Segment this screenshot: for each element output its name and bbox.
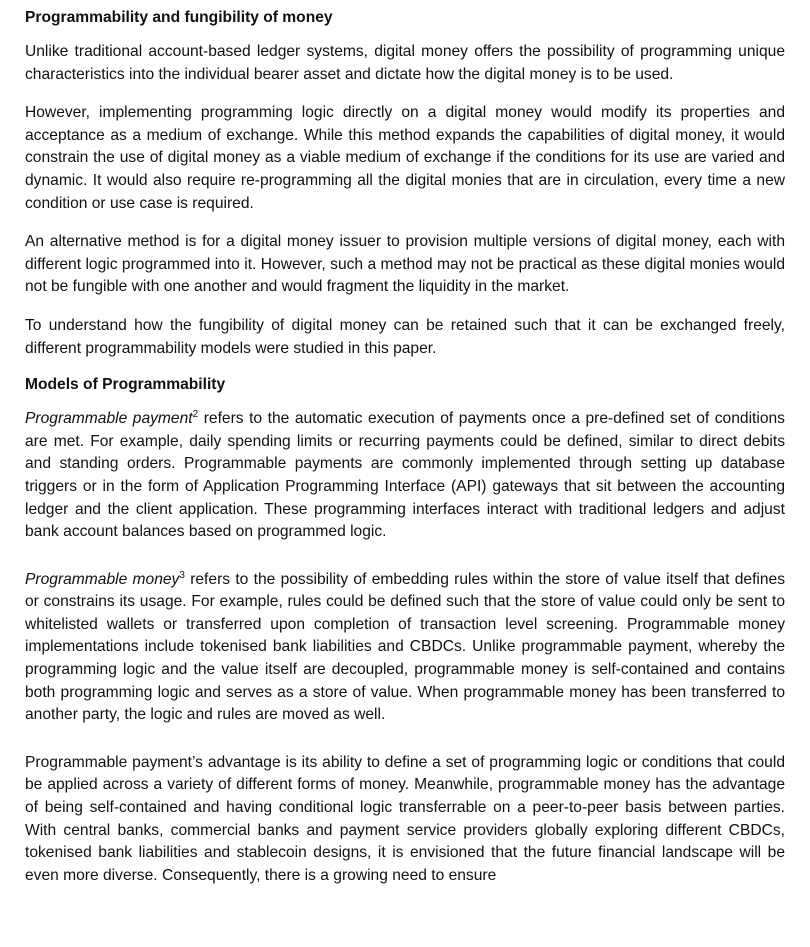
paragraph-implementation: However, implementing programming logic directly on a digital money would modify its properties and acceptance as a medium of exchange. While this method expands the capabilities of digital money, it would constrain the use of digital money as a viable medium of exchange if the conditions for its use are varied and dynamic. It would also require re-programming all the digital monies that are in circulation, every time a new condition or use case is required. (25, 104, 785, 212)
section-heading-models: Models of Programmability (25, 376, 226, 394)
footnote-marker-2: 2 (192, 408, 199, 420)
paragraph-programmable-payment-text: refers to the automatic execution of payments once a pre-defined set of conditions are met. For example, daily spending limits or recurring payments could be defined, similar to direct debits and standing orders. Programmable payments are commonly implemented through setting up database triggers or in the form of Application Programming Interface (API) gateways that sit between the accounting ledger and the client application. These programming interfaces interact with traditional ledgers and adjust bank account balances based on programmed logic. (25, 410, 785, 541)
section-heading-programmability: Programmability and fungibility of money (25, 9, 333, 26)
paragraph-fungibility: To understand how the fungibility of digital money can be retained such that it can be exchanged freely, different programmability models were studied in this paper. (25, 316, 785, 357)
footnote-marker-3: 3 (179, 569, 185, 581)
paragraph-comparison: Programmable payment’s advantage is its ability to define a set of programming logic or conditions that could be applied across a variety of different forms of money. Meanwhile, programmable money has the advantage of being self-contained and having conditional logic transferrable on a peer-to-peer basis between parties. With central banks, commercial banks and payment service providers globally exploring different CBDCs, tokenised bank liabilities and stablecoin designs, it is envisioned that the future financial landscape will be even more diverse. Consequently, there is a growing need to ensure (25, 753, 785, 884)
paragraph-programmable-money (25, 569, 785, 727)
paragraph-intro: Unlike traditional account-based ledger systems, digital money offers the possibility of programming unique characteristics into the individual bearer asset and dictate how the digital money is to be used. (25, 43, 785, 83)
term-programmable-money: Programmable money (25, 570, 180, 588)
document-page (25, 0, 785, 887)
term-programmable-payment: Programmable payment (25, 410, 193, 428)
paragraph-alternative: An alternative method is for a digital money issuer to provision multiple versions of digital money, each with different logic programmed into it. However, such a method may not be practical as these digital monies would not be fungible with one another and would fragment the liquidity in the market. (25, 233, 785, 296)
paragraph-programmable-payment (25, 408, 785, 544)
paragraph-programmable-money-text: refers to the possibility of embedding rules within the store of value itself that defines or constrains its usage. For example, rules could be defined such that the store of value could only be sent to whitelisted wallets or transferred upon completion of transaction level screening. Programmable money implementations include tokenised bank liabilities and CBDCs. Unlike programmable payment, whereby the programming logic and the value itself are decoupled, programmable money is self-contained and contains both programming logic and serves as a store of value. When programmable money has been transferred to another party, the logic and rules are moved as well. (25, 570, 786, 724)
